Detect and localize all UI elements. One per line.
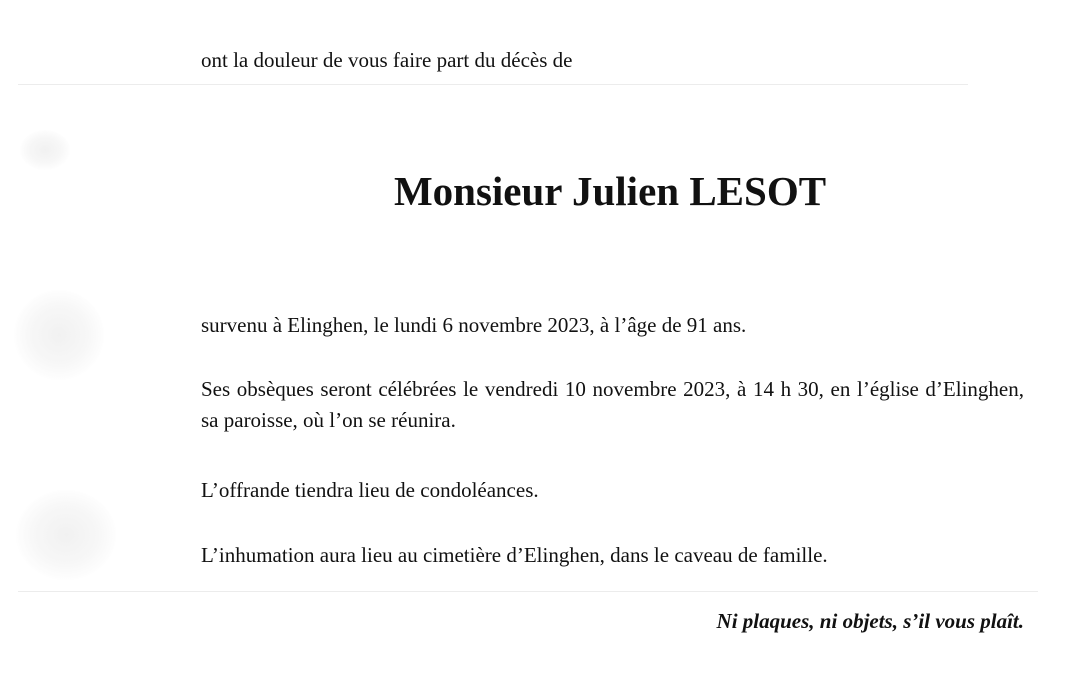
death-details-paragraph: survenu à Elinghen, le lundi 6 novembre 2023, à l’âge de 91 ans.: [201, 313, 747, 337]
burial-paragraph: L’inhumation aura lieu au cimetière d’Elinghen, dans le caveau de famille.: [201, 543, 828, 567]
intro-line: ont la douleur de vous faire part du décès de: [201, 48, 573, 72]
offering-paragraph: L’offrande tiendra lieu de condoléances.: [201, 478, 539, 502]
scan-smudge: [20, 130, 70, 170]
closing-note: Ni plaques, ni objets, s’il vous plaît.: [716, 609, 1024, 633]
deceased-name: Monsieur Julien LESOT: [393, 168, 827, 214]
scan-divider-bottom: [18, 591, 1038, 592]
scan-divider-top: [18, 84, 968, 85]
scan-smudge: [16, 490, 116, 580]
funeral-service-paragraph: Ses obsèques seront célébrées le vendredi 10 novembre 2023, à 14 h 30, en l’église d’Elinghen, sa paroisse, où l’on se réunira.: [201, 377, 1024, 432]
scan-smudge: [14, 290, 104, 380]
